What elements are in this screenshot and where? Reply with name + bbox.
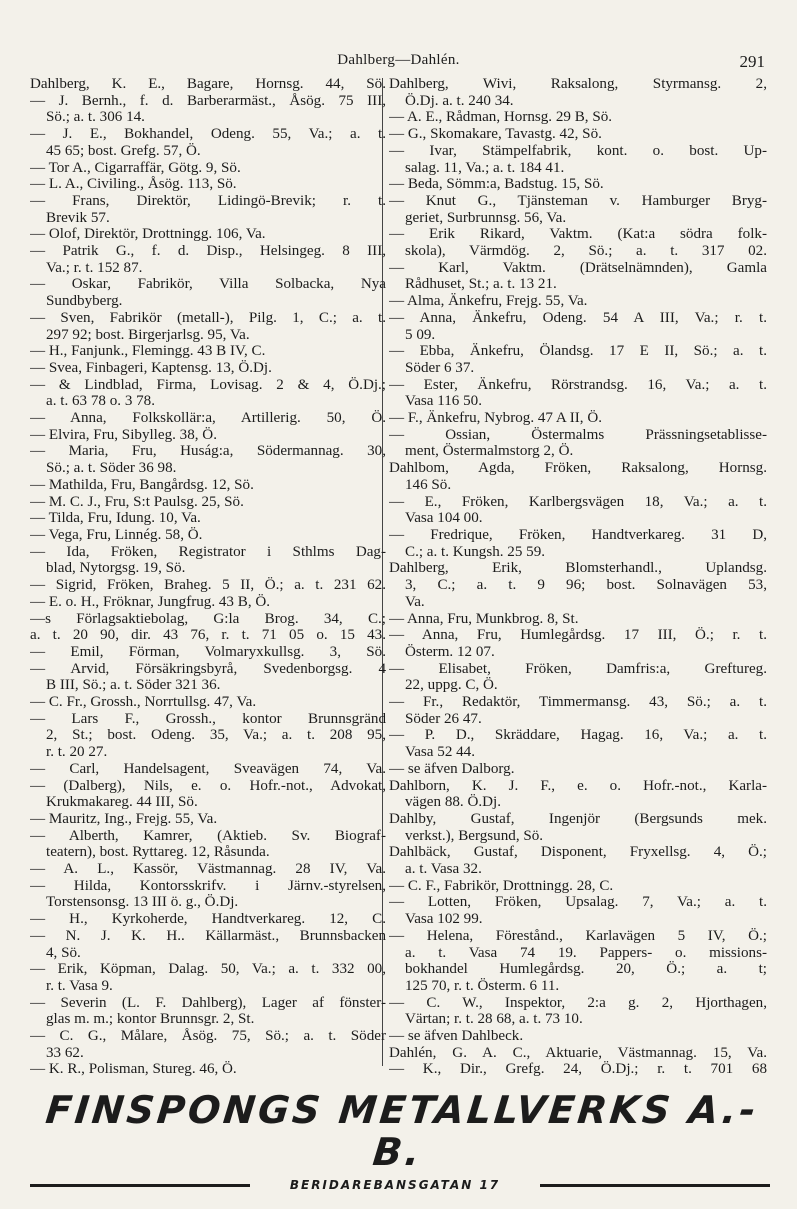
directory-line: 22, uppg. C, Ö. (405, 677, 498, 694)
directory-line: — A. L., Kassör, Västmannag. 28 IV, Va. (30, 861, 386, 878)
directory-line: — P. D., Skräddare, Hagag. 16, Va.; a. t. (389, 727, 767, 744)
directory-line: B III, Sö.; a. t. Söder 321 36. (46, 677, 221, 694)
directory-line: a. t. 63 78 o. 3 78. (46, 393, 156, 410)
directory-line: 5 09. (405, 326, 436, 343)
directory-line: — F., Änkefru, Nybrog. 47 A II, Ö. (389, 410, 603, 427)
directory-line: — Vega, Fru, Linnég. 58, Ö. (30, 526, 203, 543)
directory-line: — Alma, Änkefru, Frejg. 55, Va. (389, 293, 588, 310)
directory-line: — E. o. H., Fröknar, Jungfrug. 43 B, Ö. (30, 593, 271, 610)
directory-line: skola), Värmdög. 2, Sö.; a. t. 317 02. (405, 243, 767, 260)
directory-line: ment, Östermalmstorg 2, Ö. (405, 443, 574, 460)
ad-subtitle-row (30, 1175, 770, 1195)
directory-line: — H., Fanjunk., Flemingg. 43 B IV, C. (30, 343, 266, 360)
directory-line: — Anna, Fru, Munkbrog. 8, St. (389, 610, 579, 627)
directory-line: — Anna, Fru, Humlegårdsg. 17 III, Ö.; r. t. (389, 627, 767, 644)
directory-line: — Elisabet, Fröken, Damfris:a, Greftureg. (389, 660, 767, 677)
directory-line: — Fredrique, Fröken, Handtverkareg. 31 D, (389, 526, 767, 543)
directory-line: Dahlén, G. A. C., Aktuarie, Västmannag. 15, Va. (389, 1044, 767, 1061)
directory-line: — Helena, Förestånd., Karlavägen 5 IV, Ö.; (389, 927, 767, 944)
directory-line: — E., Fröken, Karlbergsvägen 18, Va.; a. t. (389, 493, 767, 510)
directory-line: a. t. Vasa 74 19. Pappers- o. missions- (405, 944, 767, 961)
directory-line: Söder 26 47. (405, 710, 482, 727)
directory-line: 33 62. (46, 1044, 84, 1061)
ad-rule-left (30, 1184, 250, 1187)
directory-line: — Hilda, Kontorsskrifv. i Järnv.-styrelsen, (30, 877, 386, 894)
directory-line: —s Förlagsaktiebolag, G:la Brog. 34, C.; (30, 610, 386, 627)
directory-columns (30, 76, 768, 1076)
directory-line: — Severin (L. F. Dahlberg), Lager af fönster- (30, 994, 386, 1011)
directory-line: — Emil, Förman, Volmaryxkullsg. 3, Sö. (30, 643, 386, 660)
directory-line: Ö.Dj. a. t. 240 34. (405, 92, 514, 109)
directory-line: — Beda, Sömm:a, Badstug. 15, Sö. (389, 176, 604, 193)
directory-line: blad, Nytorgsg. 19, Sö. (46, 560, 186, 577)
directory-line: Krukmakareg. 44 III, Sö. (46, 794, 198, 811)
running-head: Dahlberg—Dahlén. (337, 52, 460, 68)
directory-line: — Mathilda, Fru, Bangårdsg. 12, Sö. (30, 476, 254, 493)
directory-line: Sö.; a. t. Söder 36 98. (46, 460, 177, 477)
directory-line: 4, Sö. (46, 944, 81, 961)
directory-line: — Knut G., Tjänsteman v. Hamburger Bryg- (389, 192, 767, 209)
directory-line: — Patrik G., f. d. Disp., Helsingeg. 8 III, (30, 243, 386, 260)
directory-line: — Sigrid, Fröken, Braheg. 5 II, Ö.; a. t. 231 62. (30, 577, 386, 594)
directory-line: Vasa 116 50. (405, 393, 482, 410)
directory-line: — Carl, Handelsagent, Sveavägen 74, Va. (30, 760, 386, 777)
directory-line: — H., Kyrkoherde, Handtverkareg. 12, C. (30, 911, 386, 928)
directory-line: — K., Dir., Grefg. 24, Ö.Dj.; r. t. 701 68 (389, 1061, 767, 1078)
directory-line: — Fr., Redaktör, Timmermansg. 43, Sö.; a. t. (389, 694, 767, 711)
directory-line: salag. 11, Va.; a. t. 184 41. (405, 159, 565, 176)
directory-line: — Ivar, Stämpelfabrik, kont. o. bost. Up- (389, 142, 767, 159)
directory-line: — Sven, Fabrikör (metall-), Pilg. 1, C.; a. t. (30, 309, 386, 326)
directory-line: teatern), bost. Ryttareg. 12, Råsunda. (46, 844, 270, 861)
directory-line: — Tilda, Fru, Idung. 10, Va. (30, 510, 201, 527)
directory-line: — K. R., Polisman, Stureg. 46, Ö. (30, 1061, 237, 1078)
directory-line: — Oskar, Fabrikör, Villa Solbacka, Nya (30, 276, 386, 293)
directory-line: — Ida, Fröken, Registrator i Sthlms Dag- (30, 543, 386, 560)
directory-line: — Ester, Änkefru, Rörstrandsg. 16, Va.; a. t. (389, 376, 767, 393)
directory-line: Värtan; r. t. 28 68, a. t. 73 10. (405, 1011, 583, 1028)
directory-line: Dahlbom, Agda, Fröken, Raksalong, Hornsg. (389, 460, 767, 477)
directory-line: — & Lindblad, Firma, Lovisag. 2 & 4, Ö.Dj.; (30, 376, 386, 393)
directory-line: — Ossian, Östermalms Prässningsetablisse- (389, 426, 767, 443)
directory-line: 3, C.; a. t. 9 96; bost. Solnavägen 53, (405, 577, 767, 594)
page-number: 291 (739, 52, 765, 71)
directory-line: bokhandel Humlegårdsg. 20, Ö.; a. t; (405, 961, 767, 978)
directory-line: — G., Skomakare, Tavastg. 42, Sö. (389, 126, 602, 143)
directory-line: Vasa 52 44. (405, 744, 476, 761)
directory-line: — se äfven Dalborg. (389, 760, 515, 777)
directory-line: — Olof, Direktör, Drottningg. 106, Va. (30, 226, 266, 243)
directory-line: glas m. m.; kontor Brunnsgr. 2, St. (46, 1011, 255, 1028)
directory-line: 125 70, r. t. Österm. 6 11. (405, 977, 560, 994)
directory-line: C.; a. t. Kungsh. 25 59. (405, 543, 546, 560)
directory-line: Österm. 12 07. (405, 643, 495, 660)
directory-line: geriet, Surbrunnsg. 56, Va. (405, 209, 567, 226)
directory-line: — L. A., Civiling., Åsög. 113, Sö. (30, 176, 237, 193)
directory-line: Rådhuset, St.; a. t. 13 21. (405, 276, 557, 293)
directory-line: Sundbyberg. (46, 293, 123, 310)
directory-line: Söder 6 37. (405, 359, 475, 376)
directory-line: — J. Bernh., f. d. Barberarmäst., Åsög. 75 III, (30, 92, 386, 109)
directory-line: — Lars F., Grossh., kontor Brunnsgränd (30, 710, 386, 727)
ad-rule-right (540, 1184, 770, 1187)
directory-line: — Anna, Folkskollär:a, Artillerig. 50, Ö. (30, 410, 386, 427)
directory-line: a. t. 20 90, dir. 43 76, r. t. 71 05 o. 15 43. (30, 627, 386, 644)
directory-line: — Arvid, Försäkringsbyrå, Svedenborgsg. 4 (30, 660, 386, 677)
directory-line: — N. J. K. H.. Källarmäst., Brunnsbacken (30, 927, 386, 944)
ad-subtitle: BERIDAREBANSGATAN 17 (289, 1178, 501, 1192)
directory-line: Brevik 57. (46, 209, 110, 226)
directory-line: — Erik Rikard, Vaktm. (Kat:a södra folk- (389, 226, 767, 243)
directory-line: Dahlberg, Wivi, Raksalong, Styrmansg. 2, (389, 76, 767, 92)
directory-line: — M. C. J., Fru, S:t Paulsg. 25, Sö. (30, 493, 244, 510)
right-column (389, 76, 767, 1078)
directory-line: — C. G., Målare, Åsög. 75, Sö.; a. t. Söder (30, 1028, 386, 1045)
advertisement (30, 1088, 770, 1192)
directory-line: 2, St.; bost. Odeng. 35, Va.; a. t. 208 95, (46, 727, 386, 744)
directory-line: — C. W., Inspektor, 2:a g. 2, Hjorthagen, (389, 994, 767, 1011)
directory-line: — Svea, Finbageri, Kaptensg. 13, Ö.Dj. (30, 359, 272, 376)
page-header (32, 52, 765, 74)
directory-line: — C. F., Fabrikör, Drottningg. 28, C. (389, 877, 614, 894)
directory-line: Vasa 104 00. (405, 510, 483, 527)
directory-line: a. t. Vasa 32. (405, 861, 482, 878)
directory-line: — A. E., Rådman, Hornsg. 29 B, Sö. (389, 109, 613, 126)
directory-line: Dahlberg, K. E., Bagare, Hornsg. 44, Sö. (30, 76, 386, 92)
directory-line: vägen 88. Ö.Dj. (405, 794, 501, 811)
directory-line: r. t. Vasa 9. (46, 977, 113, 994)
directory-line: — Elvira, Fru, Sibylleg. 38, Ö. (30, 426, 217, 443)
directory-line: Va.; r. t. 152 87. (46, 259, 143, 276)
directory-line: — Anna, Änkefru, Odeng. 54 A III, Va.; r. t. (389, 309, 767, 326)
directory-line: — (Dalberg), Nils, e. o. Hofr.-not., Advokat, (30, 777, 386, 794)
directory-line: Torstensonsg. 13 III ö. g., Ö.Dj. (46, 894, 239, 911)
directory-line: — Lotten, Fröken, Upsalag. 7, Va.; a. t. (389, 894, 767, 911)
directory-line: Sö.; a. t. 306 14. (46, 109, 145, 126)
directory-line: — Tor A., Cigarraffär, Götg. 9, Sö. (30, 159, 241, 176)
directory-line: — Mauritz, Ing., Frejg. 55, Va. (30, 810, 218, 827)
directory-line: Va. (405, 593, 425, 610)
directory-line: Dahlberg, Erik, Blomsterhandl., Uplandsg. (389, 560, 767, 577)
ad-title: FINSPONGS METALLVERKS A.-B. (43, 1088, 761, 1174)
directory-line: 146 Sö. (405, 476, 452, 493)
directory-line: r. t. 20 27. (46, 744, 108, 761)
directory-line: — se äfven Dahlbeck. (389, 1028, 524, 1045)
directory-line: — Maria, Fru, Huság:a, Södermannag. 30, (30, 443, 386, 460)
directory-line: Dahlbäck, Gustaf, Disponent, Fryxellsg. 4, Ö.; (389, 844, 767, 861)
directory-line: — Karl, Vaktm. (Drätselnämnden), Gamla (389, 259, 767, 276)
directory-line: Dahlby, Gustaf, Ingenjör (Bergsunds mek. (389, 810, 767, 827)
directory-line: Vasa 102 99. (405, 911, 483, 928)
directory-line: — C. Fr., Grossh., Norrtullsg. 47, Va. (30, 694, 257, 711)
directory-line: — Ebba, Änkefru, Ölandsg. 17 E II, Sö.; a. t. (389, 343, 767, 360)
directory-line: Dahlborn, K. J. F., e. o. Hofr.-not., Karla- (389, 777, 767, 794)
directory-line: verkst.), Bergsund, Sö. (405, 827, 544, 844)
directory-line: 45 65; bost. Grefg. 57, Ö. (46, 142, 201, 159)
directory-line: — Frans, Direktör, Lidingö-Brevik; r. t. (30, 192, 386, 209)
directory-line: — Alberth, Kamrer, (Aktieb. Sv. Biograf- (30, 827, 386, 844)
directory-line: — Erik, Köpman, Dalag. 50, Va.; a. t. 332 00, (30, 961, 386, 978)
left-column (30, 76, 386, 1078)
directory-line: — J. E., Bokhandel, Odeng. 55, Va.; a. t. (30, 126, 386, 143)
directory-line: 297 92; bost. Birgerjarlsg. 95, Va. (46, 326, 250, 343)
